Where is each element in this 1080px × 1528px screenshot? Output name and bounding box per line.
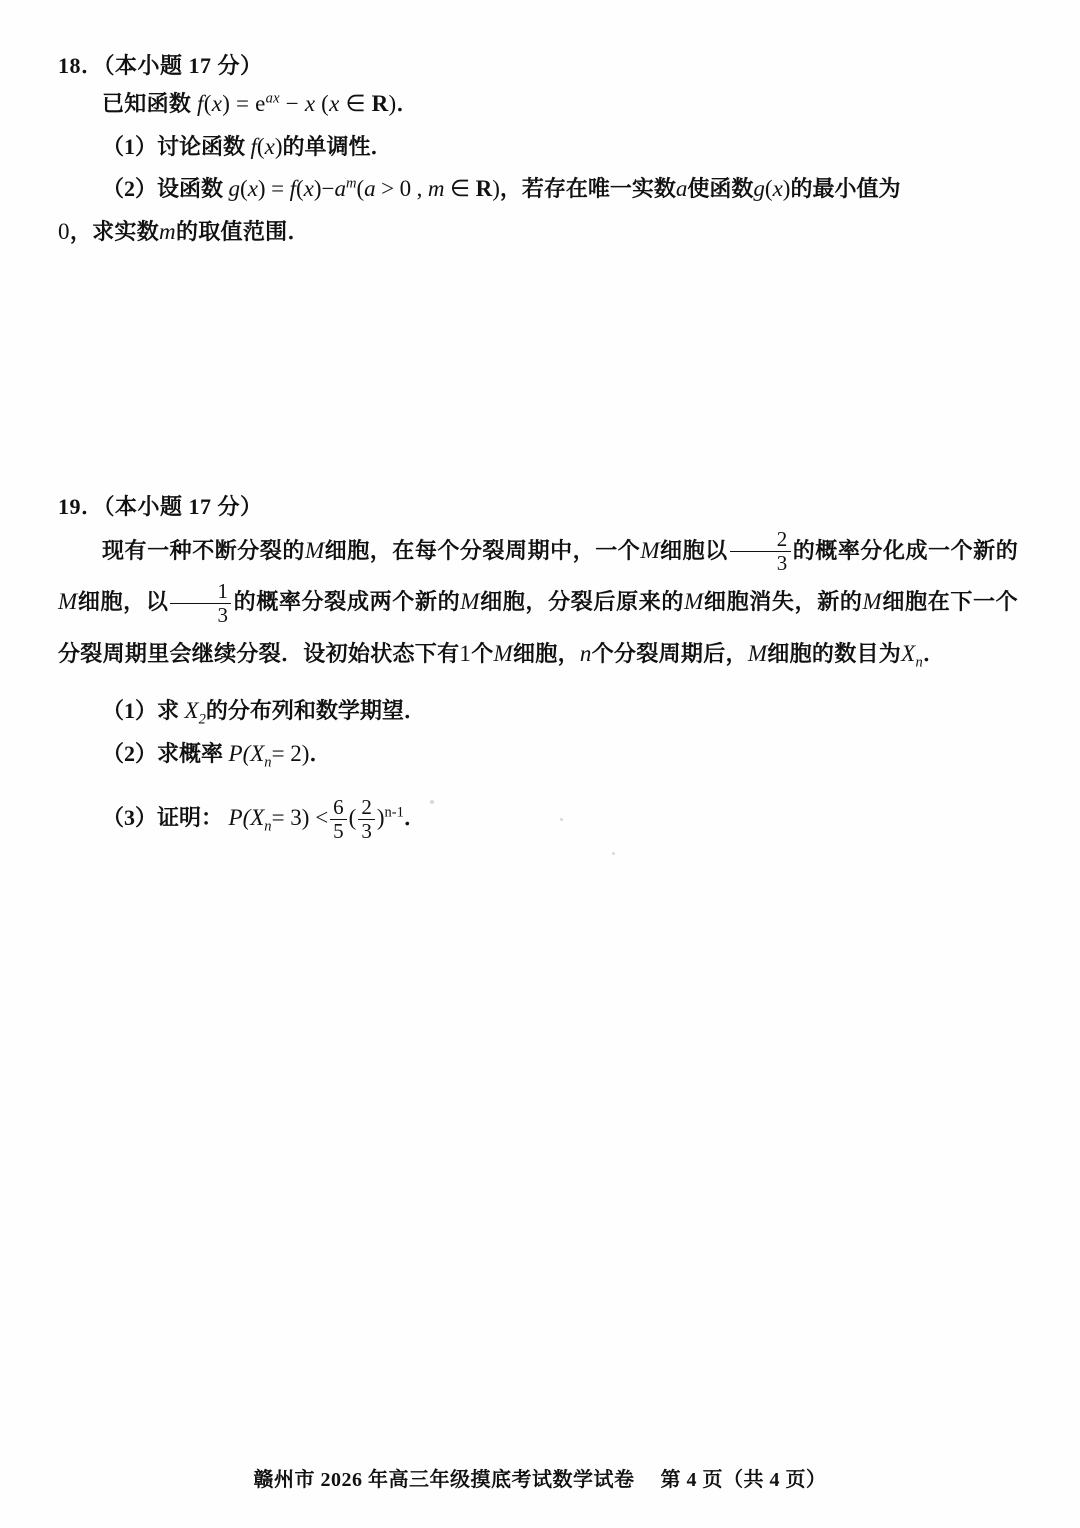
math-exponent-m: m	[346, 175, 357, 192]
math-x: x	[329, 91, 340, 117]
math-subscript-n: n	[915, 654, 924, 671]
part-text-before: 求概率	[157, 741, 224, 767]
stem-seg-4: 的概率分化成一个新的	[792, 537, 1018, 563]
fraction-two-thirds	[358, 796, 375, 842]
page-content	[58, 48, 1018, 845]
math-m: m	[159, 218, 176, 244]
stem-seg-9: 细胞在下一个分裂周期里会继续分裂．设初始状态下有	[58, 589, 1018, 667]
math-M: M	[747, 641, 768, 667]
stem-seg-8: 细胞消失，新的	[703, 589, 863, 615]
stem-seg-12: 个分裂周期后，	[591, 641, 748, 667]
question-19-part-3	[102, 792, 1018, 845]
math-M: M	[493, 641, 513, 667]
math-paren: )	[782, 176, 791, 202]
math-paren-open: (	[348, 805, 357, 831]
stem-seg-10: 个	[471, 641, 494, 667]
question-19	[58, 489, 1018, 845]
math-X: X	[184, 697, 199, 723]
math-M: M	[640, 537, 660, 563]
math-x: x	[772, 176, 783, 202]
math-n: n	[579, 641, 592, 667]
math-g: g	[753, 176, 765, 202]
math-a: a	[364, 176, 376, 202]
math-equals: =	[235, 91, 250, 117]
math-g: g	[228, 176, 241, 202]
math-M: M	[304, 537, 325, 563]
question-18-number: 18	[58, 53, 81, 78]
math-a: a	[334, 176, 347, 202]
fraction-numerator: 1	[217, 579, 229, 604]
math-e: e	[255, 91, 266, 117]
math-PX: P(X	[228, 741, 265, 767]
math-paren: )	[274, 133, 283, 159]
math-comma: ,	[416, 176, 423, 202]
question-19-number: 19	[58, 494, 81, 520]
part-text-middle2: 使函数	[687, 176, 754, 202]
question-18-part-2-cont	[58, 211, 1018, 254]
page-footer	[0, 1463, 1080, 1492]
math-x: x	[264, 133, 275, 159]
part-label: （1）	[102, 697, 158, 723]
part-text-end: ，求实数	[69, 218, 160, 244]
part-text-after: ．	[309, 741, 332, 767]
math-period: ．	[396, 91, 419, 117]
math-f: f	[197, 91, 204, 117]
question-18-stem	[58, 83, 1018, 126]
question-18-stem-prefix: 已知函数	[102, 91, 192, 117]
question-18-part-2	[102, 168, 1018, 211]
math-paren: )	[257, 176, 266, 202]
math-in: ∈	[345, 91, 366, 117]
part-text-before: 设函数	[157, 176, 224, 202]
math-M: M	[58, 589, 78, 615]
question-19-heading	[58, 489, 1018, 524]
math-f: f	[250, 133, 257, 159]
part-label: （1）	[102, 133, 158, 159]
math-paren: (	[356, 176, 365, 202]
math-equals-3-lt: = 3) <	[271, 805, 329, 831]
math-x: x	[303, 176, 314, 202]
stem-seg-2: 细胞，在每个分裂周期中，一个	[324, 537, 641, 563]
question-19-stem	[58, 525, 1018, 680]
math-subscript-2: 2	[198, 711, 206, 728]
math-equals-2: = 2)	[271, 741, 310, 767]
math-equals: =	[271, 176, 285, 202]
math-subscript-n: n	[264, 818, 272, 835]
math-M: M	[460, 589, 480, 615]
part-label: （2）	[102, 176, 158, 202]
math-paren: )	[222, 91, 231, 117]
math-paren: (	[321, 91, 330, 117]
question-18-part-1	[102, 126, 1018, 169]
footer-page-number: 第 4 页（共 4 页）	[660, 1469, 827, 1491]
question-18-head-suffix: ．（本小题 17 分）	[81, 53, 263, 78]
part-text-after: 的分布列和数学期望．	[205, 697, 426, 723]
math-in: ∈	[450, 176, 471, 202]
fraction-numerator: 2	[361, 795, 372, 820]
stem-seg-11: 细胞，	[513, 641, 580, 667]
stem-seg-13: 细胞的数目为	[767, 641, 902, 667]
stem-seg-3: 细胞以	[659, 537, 728, 563]
question-19-head-suffix: ．（本小题 17 分）	[81, 494, 263, 520]
math-minus: −	[321, 176, 335, 202]
part-text-after: 的单调性．	[282, 133, 393, 159]
fraction-denominator: 5	[330, 819, 347, 843]
part-label: （3）	[102, 805, 158, 831]
math-paren: (	[295, 176, 304, 202]
math-x: x	[304, 91, 316, 117]
stem-seg-5: 细胞，以	[77, 589, 169, 615]
stem-seg-1: 现有一种不断分裂的	[102, 537, 305, 563]
math-f: f	[289, 176, 296, 202]
math-minus: −	[285, 91, 299, 117]
math-M: M	[684, 589, 704, 615]
fraction-denominator: 3	[730, 551, 791, 575]
fraction-denominator: 3	[170, 603, 231, 627]
math-x: x	[211, 91, 223, 117]
math-paren: )	[388, 91, 397, 117]
part-text-before: 证明：	[157, 805, 224, 831]
math-exponent-n-1: n-1	[384, 804, 404, 821]
question-18-heading	[58, 48, 1018, 83]
math-a: a	[675, 176, 688, 202]
math-paren: (	[256, 133, 265, 159]
math-M: M	[862, 589, 883, 615]
math-m: m	[427, 176, 445, 202]
part-text-after: 的最小值为	[790, 176, 901, 202]
stem-seg-7: 细胞，分裂后原来的	[479, 589, 685, 615]
fraction-one-third	[170, 580, 231, 626]
math-zero: 0	[399, 176, 412, 202]
math-one: 1	[459, 641, 472, 667]
part-label: （2）	[102, 741, 158, 767]
math-paren: (	[764, 176, 773, 202]
stem-seg-14: ．	[923, 641, 946, 667]
math-R: R	[371, 91, 389, 117]
part-text-end2: 的取值范围．	[175, 218, 310, 244]
footer-title: 赣州市 2026 年高三年级摸底考试数学试卷	[253, 1469, 635, 1491]
part-text-middle: ，若存在唯一实数	[499, 176, 676, 202]
math-gt: >	[381, 176, 395, 202]
question-19-part-1	[102, 690, 1018, 733]
question-19-part-2	[102, 733, 1018, 776]
math-paren: (	[240, 176, 248, 202]
math-subscript-n: n	[264, 754, 272, 771]
math-zero: 0	[58, 218, 70, 244]
math-R: R	[475, 176, 493, 202]
fraction-two-thirds	[730, 528, 791, 574]
math-paren: )	[492, 176, 500, 202]
answer-space-18	[58, 253, 1018, 489]
math-paren: )	[313, 176, 322, 202]
math-x: x	[247, 176, 258, 202]
math-X: X	[901, 641, 916, 667]
math-paren: (	[203, 91, 212, 117]
stem-seg-6: 的概率分裂成两个新的	[233, 589, 461, 615]
part-text-before: 求	[157, 697, 180, 723]
math-paren-close: )	[376, 805, 385, 831]
fraction-numerator: 2	[776, 527, 788, 552]
question-18	[58, 48, 1018, 253]
scan-speckle	[612, 852, 615, 855]
fraction-six-fifths	[330, 796, 347, 842]
fraction-numerator: 6	[333, 795, 344, 820]
fraction-denominator: 3	[358, 819, 375, 843]
part-text-after: ．	[403, 805, 426, 831]
part-text-before: 讨论函数	[157, 133, 246, 159]
math-exponent-ax: ax	[265, 90, 280, 107]
math-PX: P(X	[228, 805, 265, 831]
